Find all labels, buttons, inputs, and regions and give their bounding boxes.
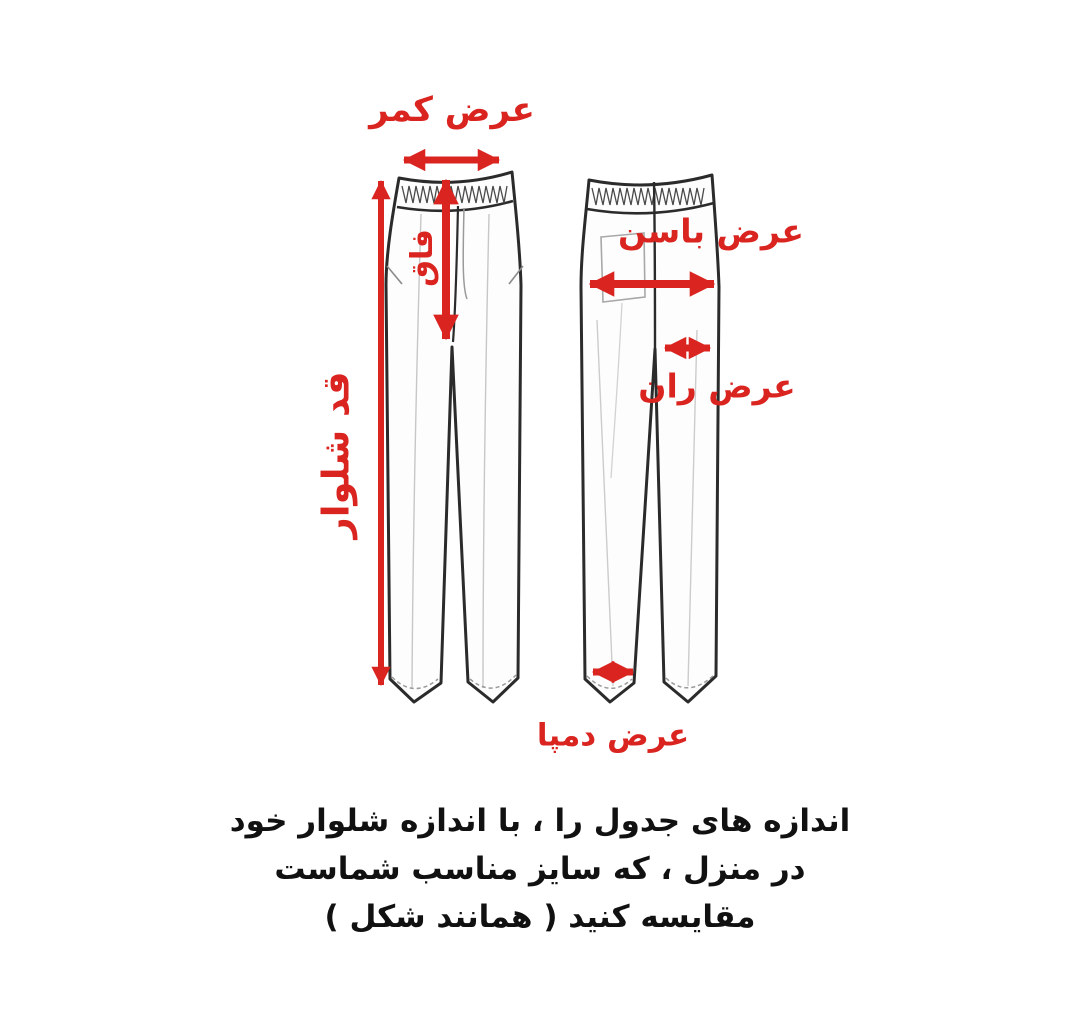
caption-line-1: اندازه های جدول را ، با اندازه شلوار خود <box>229 803 851 839</box>
instruction-caption <box>0 797 1080 941</box>
waist-width-label: عرض کمر <box>369 90 535 130</box>
hem-width-label: عرض دمپا <box>536 717 690 754</box>
rise-label: فاق <box>405 229 440 287</box>
hip-width-label: عرض باسن <box>618 211 804 251</box>
thigh-width-label: عرض ران <box>638 366 796 406</box>
pants-length-label: قد شلوار <box>314 371 358 539</box>
caption-line-2: در منزل ، که سایز مناسب شماست <box>274 851 806 887</box>
pants-back-illustration <box>581 175 719 702</box>
caption-line-3: مقایسه کنید ( همانند شکل ) <box>324 899 756 935</box>
